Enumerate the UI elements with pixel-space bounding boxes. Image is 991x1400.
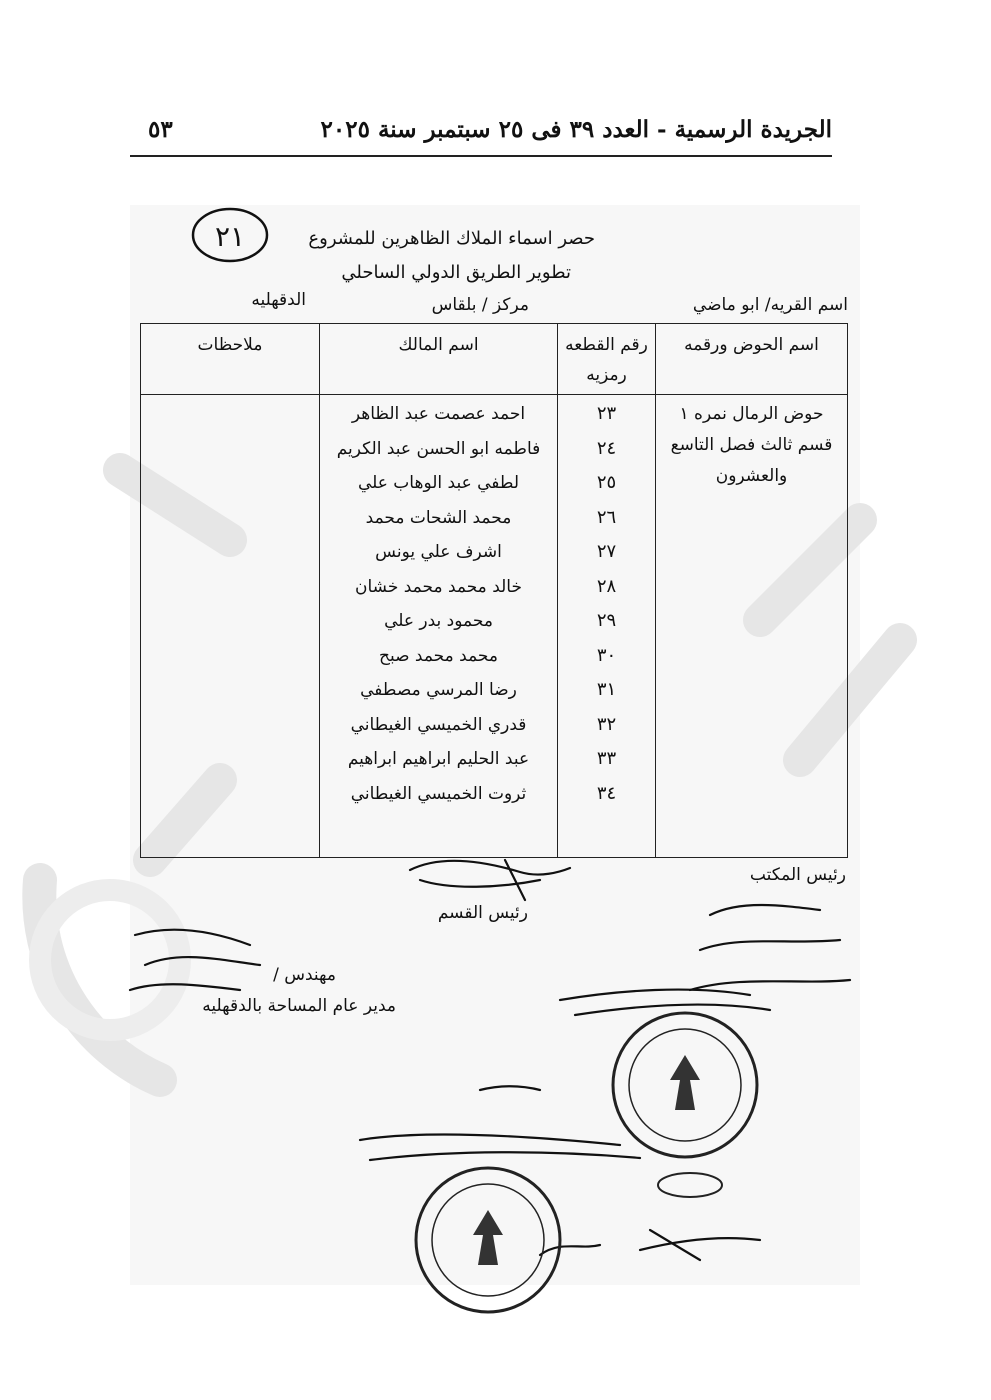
header-owner: اسم المالك bbox=[320, 324, 558, 395]
hod-line: والعشرون bbox=[715, 466, 788, 486]
owner-name: رضا المرسي مصطفي bbox=[360, 680, 517, 700]
owner-name: احمد عصمت عبد الظاهر bbox=[351, 404, 526, 424]
owner-name: خالد محمد محمد خشان bbox=[354, 576, 522, 597]
header-parcel: رقم القطعه رمزيه bbox=[558, 324, 656, 395]
engineer-label: مهندس / bbox=[273, 965, 336, 985]
owners-table bbox=[140, 323, 848, 858]
notes-column bbox=[141, 395, 320, 858]
parcel-number: ٢٥ bbox=[596, 472, 617, 493]
header-divider bbox=[130, 155, 832, 157]
hod-cell bbox=[656, 395, 848, 858]
section-head-label: رئيس القسم bbox=[437, 903, 528, 923]
owner-name: عبد الحليم ابراهيم ابراهيم bbox=[347, 749, 530, 769]
parcel-number: ٢٨ bbox=[596, 575, 617, 597]
parcel-number: ٣٣ bbox=[596, 748, 617, 769]
parcel-number: ٢٤ bbox=[596, 437, 617, 459]
village-name: اسم القريه/ ابو ماضي bbox=[692, 295, 848, 315]
header-hod: اسم الحوض ورقمه bbox=[656, 324, 848, 395]
document-title: حصر اسماء الملاك الظاهرين للمشروع bbox=[308, 228, 595, 249]
survey-director-label: مدير عام المساحة بالدقهليه bbox=[202, 996, 396, 1016]
page-number: ٥٣ bbox=[148, 116, 173, 143]
owner-name: محمود بدر علي bbox=[384, 611, 493, 631]
parcel-number: ٢٣ bbox=[596, 403, 617, 424]
parcel-number: ٣١ bbox=[596, 679, 617, 700]
owner-name: فاطمه ابو الحسن عبد الكريم bbox=[336, 438, 541, 459]
parcel-number: ٣٠ bbox=[596, 644, 617, 666]
parcel-number: ٢٧ bbox=[596, 541, 617, 562]
hod-line: قسم ثالث فصل التاسع bbox=[670, 435, 833, 455]
parcel-number: ٣٤ bbox=[596, 782, 617, 804]
circled-number: ٢١ bbox=[214, 220, 246, 253]
project-name: تطوير الطريق الدولي الساحلي bbox=[341, 262, 571, 283]
owner-column bbox=[320, 395, 558, 858]
owner-name: قدري الخميسي الغيطاني bbox=[350, 714, 527, 735]
owner-name: اشرف علي يونس bbox=[375, 542, 502, 562]
office-head-label: رئيس المكتب bbox=[749, 865, 846, 885]
page-header bbox=[130, 112, 832, 152]
gazette-title: الجريدة الرسمية - العدد ٣٩ فى ٢٥ سبتمبر سنة ٢٠٢٥ bbox=[320, 116, 832, 143]
parcel-number: ٣٢ bbox=[596, 713, 617, 735]
owner-name: لطفي عبد الوهاب علي bbox=[357, 473, 520, 493]
markaz-name: مركز / بلقاس bbox=[431, 295, 529, 315]
owner-name: ثروت الخميسي الغيطاني bbox=[350, 783, 527, 804]
owner-name: محمد محمد صبح bbox=[378, 645, 498, 666]
circled-number-stamp bbox=[190, 205, 270, 265]
parcel-column bbox=[558, 395, 656, 858]
header-notes: ملاحظات bbox=[141, 324, 320, 395]
governorate-name: الدقهليه bbox=[251, 290, 306, 310]
owner-name: محمد الشحات محمد bbox=[365, 507, 512, 528]
parcel-number: ٢٩ bbox=[596, 610, 617, 631]
hod-line: حوض الرمال نمره ١ bbox=[679, 404, 824, 424]
parcel-number: ٢٦ bbox=[596, 506, 617, 528]
